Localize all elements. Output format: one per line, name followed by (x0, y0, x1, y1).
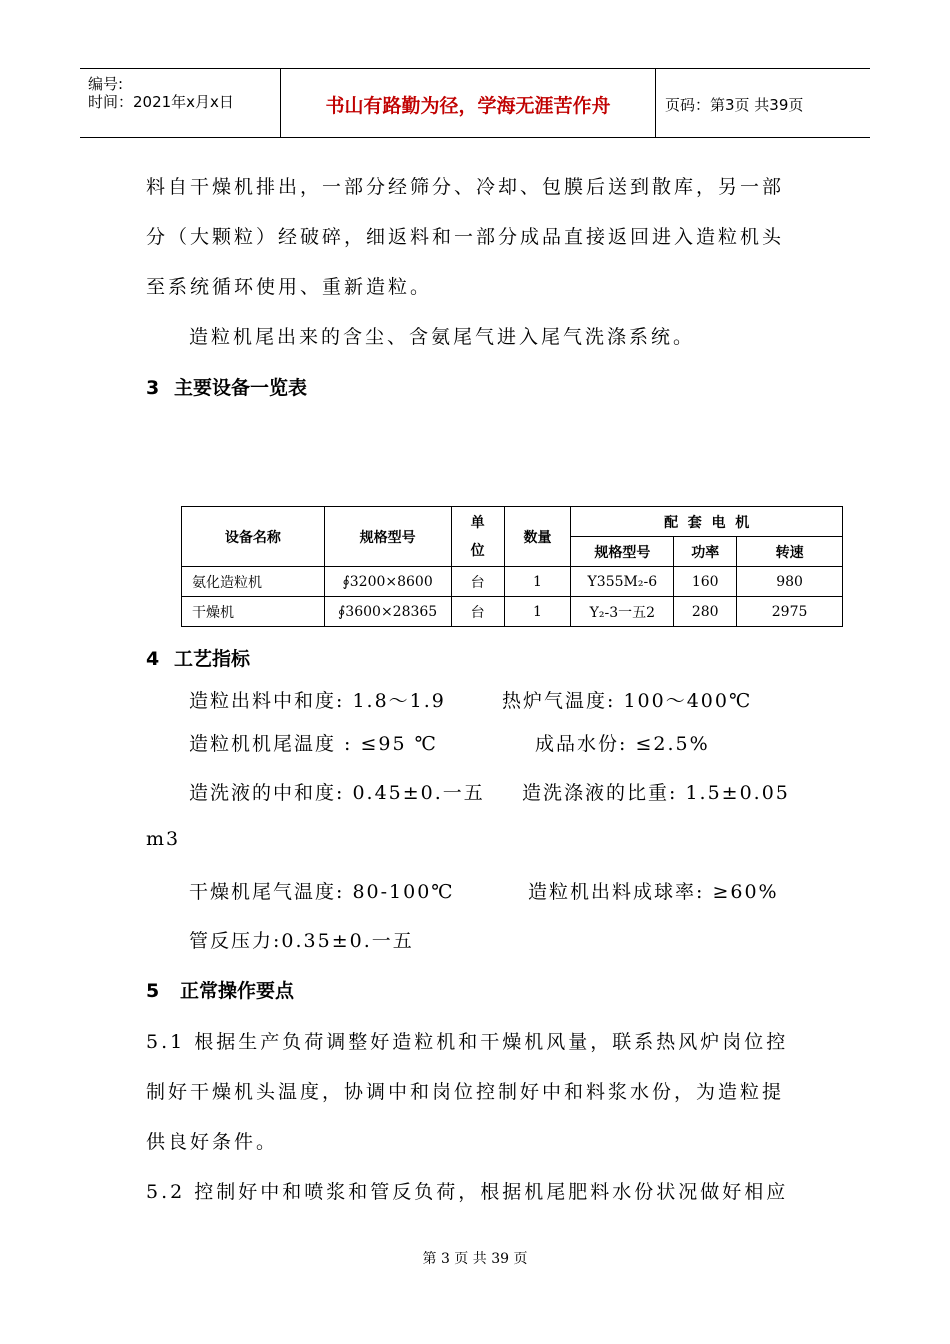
page-footer: 第 3 页 共 39 页 (422, 1251, 528, 1267)
col-header-qty: 数量 (504, 507, 571, 567)
header-motto-cell (280, 69, 656, 137)
cell-power: 160 (674, 567, 737, 597)
indicator-text: m3 (146, 828, 181, 850)
section-number: 4 (146, 648, 160, 670)
cell-name: 干燥机 (182, 597, 325, 627)
doc-number-label: 编号: (88, 75, 124, 93)
indicator-text: 造洗液的中和度: 0.45±0.一五 (189, 782, 485, 804)
cell-spec: ∮3200×8600 (324, 567, 451, 597)
paragraph-line: 5.2 控制好中和喷浆和管反负荷，根据机尾肥料水份状况做好相应 (146, 1181, 789, 1203)
paragraph-line: 造粒机尾出来的含尘、含氨尾气进入尾气洗涤系统。 (189, 326, 696, 348)
col-header-spec: 规格型号 (324, 507, 451, 567)
cell-speed: 2975 (737, 597, 843, 627)
col-header-unit: 单位 (451, 507, 504, 567)
section-title: 正常操作要点 (180, 980, 295, 1002)
indicator-text: 造粒机机尾温度 : ≤95 ℃ (189, 733, 438, 755)
section-heading-5 (146, 976, 294, 1003)
paragraph-line: 5.1 根据生产负荷调整好造粒机和干燥机风量，联系热风炉岗位控 (146, 1031, 789, 1053)
cell-speed: 980 (737, 567, 843, 597)
table-header-row (182, 507, 843, 537)
section-number: 3 (146, 377, 160, 399)
section-title: 主要设备一览表 (174, 377, 308, 399)
indicator-text: 造粒出料中和度: 1.8～1.9 (189, 690, 446, 712)
section-heading-4 (146, 644, 250, 671)
doc-time-label: 时间：2021年x月x日 (88, 93, 234, 111)
cell-spec: ∮3600×28365 (324, 597, 451, 627)
section-number: 5 (146, 980, 160, 1002)
equipment-table (181, 506, 843, 627)
cell-qty: 1 (504, 597, 571, 627)
indicator-text: 造洗涤液的比重: 1.5±0.05 (522, 782, 790, 804)
cell-motor-spec: Y355M₂-6 (571, 567, 674, 597)
paragraph-line: 至系统循环使用、重新造粒。 (146, 276, 433, 298)
paragraph-line: 制好干燥机头温度，协调中和岗位控制好中和料浆水份，为造粒提 (146, 1081, 785, 1103)
section-title: 工艺指标 (174, 648, 251, 670)
indicator-text: 造粒机出料成球率: ≥60% (528, 881, 779, 903)
header-meta (80, 69, 280, 137)
indicator-text: 管反压力:0.35±0.一五 (189, 930, 414, 952)
indicator-text: 成品水份: ≤2.5% (535, 733, 710, 755)
header-page-info: 页码：第3页 共39页 (665, 96, 804, 114)
col-header-motor-speed: 转速 (737, 537, 843, 567)
table-row (182, 597, 843, 627)
col-header-motor: 配 套 电 机 (571, 507, 843, 537)
paragraph-line: 料自干燥机排出，一部分经筛分、冷却、包膜后送到散库，另一部 (146, 176, 785, 198)
header-page-cell (655, 69, 870, 137)
section-heading-3 (146, 373, 307, 400)
cell-power: 280 (674, 597, 737, 627)
indicator-text: 干燥机尾气温度: 80-100℃ (189, 881, 455, 903)
cell-motor-spec: Y₂-3一五2 (571, 597, 674, 627)
paragraph-line: 分（大颗粒）经破碎，细返料和一部分成品直接返回进入造粒机头 (146, 226, 785, 248)
table-row (182, 567, 843, 597)
page-header (80, 68, 870, 138)
cell-name: 氨化造粒机 (182, 567, 325, 597)
cell-unit: 台 (451, 597, 504, 627)
cell-qty: 1 (504, 567, 571, 597)
header-motto: 书山有路勤为径，学海无涯苦作舟 (325, 95, 611, 117)
col-header-name: 设备名称 (182, 507, 325, 567)
indicator-text: 热炉气温度: 100～400℃ (502, 690, 753, 712)
cell-unit: 台 (451, 567, 504, 597)
col-header-motor-spec: 规格型号 (571, 537, 674, 567)
col-header-motor-power: 功率 (674, 537, 737, 567)
paragraph-line: 供良好条件。 (146, 1131, 279, 1153)
